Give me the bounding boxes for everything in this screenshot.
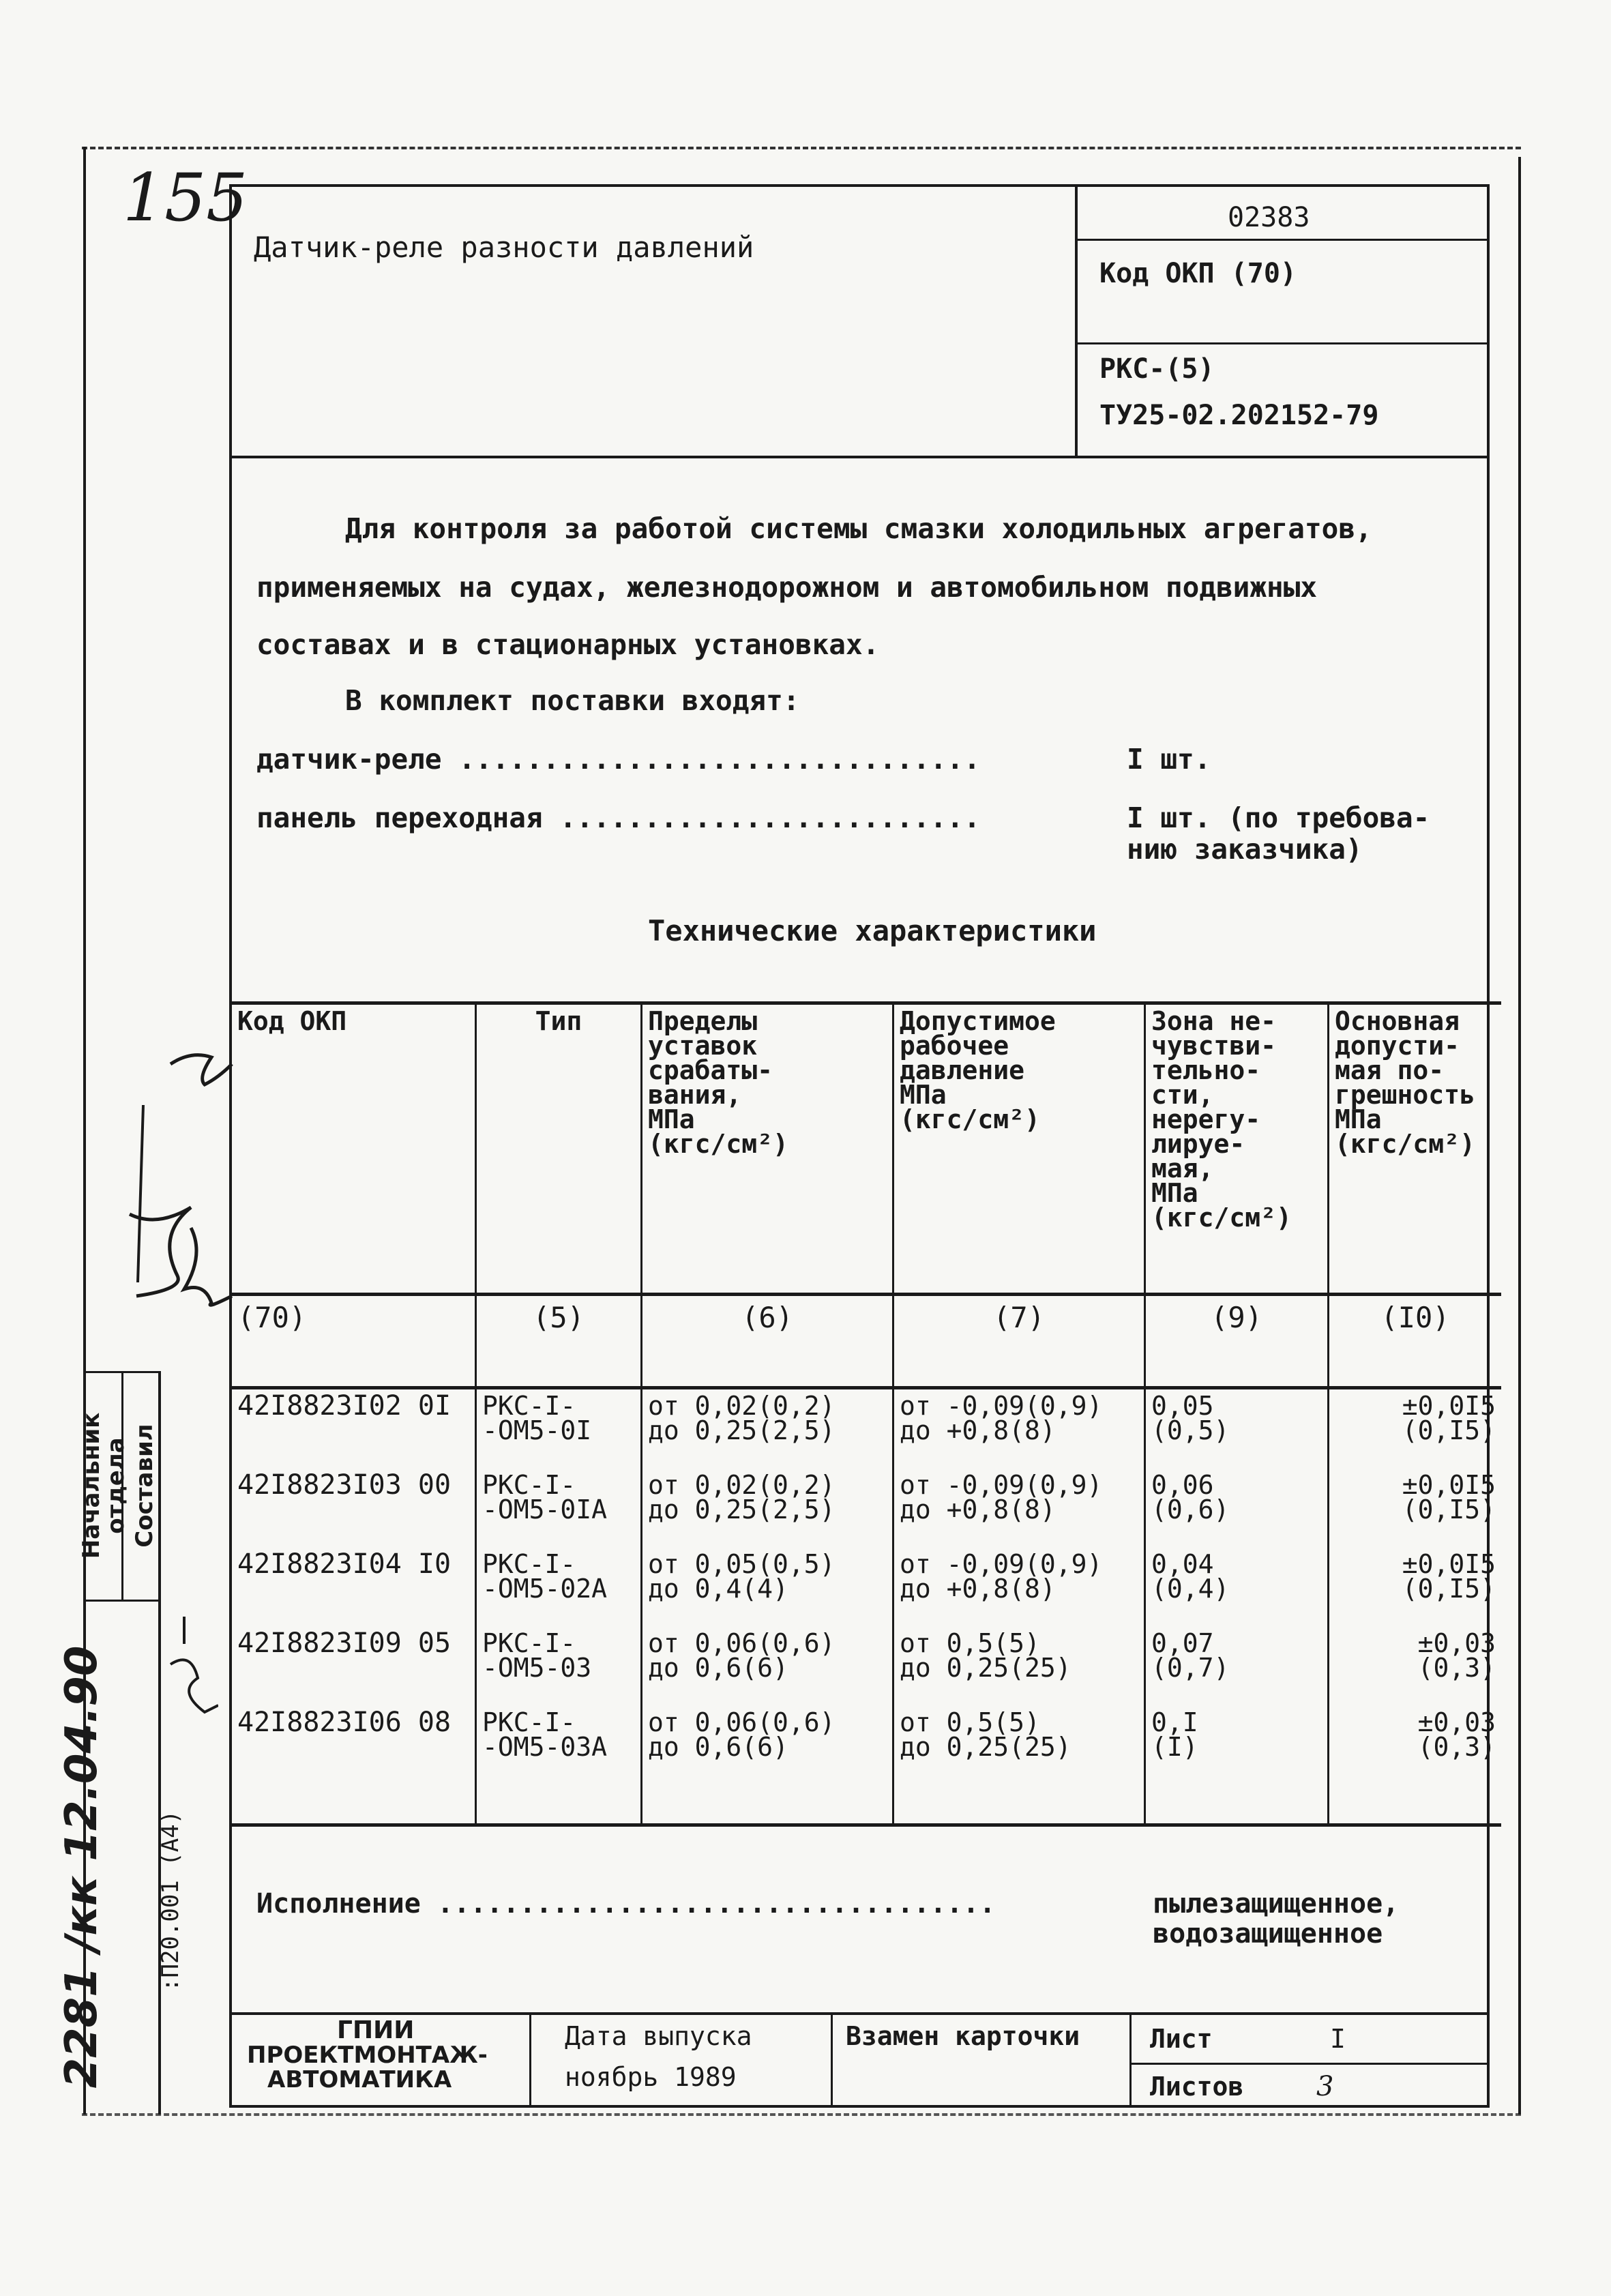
document-title: Датчик-реле разности давлений: [254, 231, 754, 264]
footer-divider: [831, 2012, 833, 2106]
table-row: [232, 1469, 1501, 1548]
table-cell-error: ±0,0I5 (0,I5): [1402, 1391, 1496, 1445]
footer-sheets-value: 3: [1316, 2071, 1334, 2102]
main-frame-bottom: [229, 2105, 1490, 2108]
side-dept-head-line-1: Начальник: [78, 1412, 105, 1559]
table-code-cell: (70): [232, 1295, 476, 1388]
side-form-code: :П20.001 (А4): [157, 1810, 184, 1992]
table-row: [232, 1388, 1501, 1469]
footer-org-line-1: ГПИИ: [337, 2016, 415, 2044]
footer-release-label: Дата выпуска: [565, 2021, 752, 2051]
signature-marks: [89, 1037, 239, 1364]
footer-sheet-label: Лист: [1150, 2024, 1213, 2054]
table-code-cell: (I0): [1329, 1295, 1502, 1388]
spec-table: [232, 1001, 1501, 1827]
right-margin-line: [1518, 157, 1521, 2115]
page-number: 155: [123, 160, 248, 236]
side-compiled-label: Составил: [131, 1424, 158, 1548]
table-cell-zone: 0,I (I): [1145, 1706, 1329, 1825]
table-cell-zone: 0,07 (0,7): [1145, 1627, 1329, 1706]
signature-marks: [157, 1610, 218, 1733]
table-code-cell: (9): [1145, 1295, 1329, 1388]
footer-sheets-label: Листов: [1150, 2072, 1244, 2102]
table-cell-pressure: от -0,09(0,9) до +0,8(8): [893, 1469, 1145, 1548]
table-cell-type: РКС-I- -ОМ5-02А: [476, 1548, 642, 1627]
footer-divider: [1129, 2012, 1132, 2106]
delivery-item-qty-note: нию заказчика): [1127, 833, 1363, 866]
document-code-number: 02383: [1228, 202, 1310, 233]
table-header-cell: Зона не- чувстви- тельно- сти, нерегу- лируе- мая, МПа (кгс/см²): [1145, 1003, 1329, 1295]
side-block-bottom: [83, 1600, 160, 1602]
table-cell-okp: 42I8823I04 I0: [232, 1548, 476, 1627]
footer-release-date: ноябрь 1989: [565, 2062, 737, 2092]
table-cell-limits: от 0,02(0,2) до 0,25(2,5): [642, 1388, 893, 1469]
header-okp-divider: [1075, 342, 1488, 344]
bottom-dashed-border: [82, 2113, 1521, 2116]
table-title: Технические характеристики: [648, 914, 1097, 947]
model-label: РКС-(5): [1099, 353, 1215, 385]
header-vertical-divider: [1075, 184, 1078, 457]
table-cell-type: РКС-I- -ОМ5-03: [476, 1627, 642, 1706]
table-cell-error: ±0,03 (0,3): [1329, 1706, 1502, 1825]
footer-top-line: [229, 2012, 1490, 2015]
table-row: [232, 1627, 1501, 1706]
table-cell-limits: от 0,06(0,6) до 0,6(6): [642, 1706, 893, 1825]
execution-label: Исполнение ..................................: [256, 1888, 996, 1919]
footer-replaces-label: Взамен карточки: [846, 2021, 1080, 2051]
table-cell-okp: 42I8823I03 00: [232, 1469, 476, 1548]
table-code-row: [232, 1295, 1501, 1388]
table-cell-limits: от 0,05(0,5) до 0,4(4): [642, 1548, 893, 1627]
table-cell-zone: 0,06 (0,6): [1145, 1469, 1329, 1548]
table-header-cell: Допустимое рабочее давление МПа (кгс/см²): [893, 1003, 1145, 1295]
table-header-cell: Пределы уставок срабаты- вания, МПа (кгс/см²): [642, 1003, 893, 1295]
execution-value-2: водозащищенное: [1153, 1918, 1383, 1949]
table-row: [232, 1706, 1501, 1825]
table-cell-error: ±0,0I5 (0,I5): [1402, 1549, 1496, 1604]
table-cell-type: РКС-I- -ОМ5-03А: [476, 1706, 642, 1825]
table-code-cell: (5): [476, 1295, 642, 1388]
table-cell-zone: 0,05 (0,5): [1145, 1388, 1329, 1469]
table-code-cell: (6): [642, 1295, 893, 1388]
delivery-item-name: панель переходная .........................: [256, 801, 981, 834]
purpose-line-1: Для контроля за работой системы смазки холодильных агрегатов,: [345, 512, 1372, 545]
main-frame-top: [229, 184, 1490, 187]
table-cell-type: РКС-I- -ОМ5-0IА: [476, 1469, 642, 1548]
side-column-line: [158, 1371, 161, 2115]
footer-org-line-3: АВТОМАТИКА: [267, 2066, 452, 2093]
delivery-item-qty: I шт.: [1127, 743, 1211, 776]
table-cell-pressure: от -0,09(0,9) до +0,8(8): [893, 1388, 1145, 1469]
delivery-item-name: датчик-реле ...............................: [256, 743, 981, 776]
top-dashed-border: [82, 147, 1521, 149]
table-header-cell: Тип: [476, 1003, 642, 1295]
table-cell-pressure: от -0,09(0,9) до +0,8(8): [893, 1548, 1145, 1627]
header-divider: [229, 456, 1490, 458]
table-cell-zone: 0,04 (0,4): [1145, 1548, 1329, 1627]
table-row: [232, 1548, 1501, 1627]
footer-sheet-divider: [1129, 2063, 1488, 2065]
table-cell-okp: 42I8823I09 05: [232, 1627, 476, 1706]
table-cell-limits: от 0,06(0,6) до 0,6(6): [642, 1627, 893, 1706]
okp-label: Код ОКП (70): [1099, 258, 1297, 289]
table-header-row: [232, 1003, 1501, 1295]
side-handwritten-date: 2281 /кк 12.04.90: [57, 1645, 107, 2089]
table-cell-pressure: от 0,5(5) до 0,25(25): [893, 1706, 1145, 1825]
table-cell-error: ±0,0I5 (0,I5): [1402, 1470, 1496, 1525]
table-code-cell: (7): [893, 1295, 1145, 1388]
footer-sheet-value: I: [1330, 2024, 1346, 2054]
footer-org-line-2: ПРОЕКТМОНТАЖ-: [247, 2042, 488, 2069]
purpose-line-3: составах и в стационарных установках.: [256, 628, 880, 661]
delivery-intro: В комплект поставки входят:: [345, 684, 800, 717]
header-code-divider: [1075, 239, 1488, 241]
purpose-line-2: применяемых на судах, железнодорожном и автомобильном подвижных: [256, 571, 1318, 604]
side-dept-head-line-2: отдела: [102, 1437, 130, 1534]
execution-value-1: пылезащищенное,: [1153, 1888, 1400, 1919]
table-header-cell: Код ОКП: [232, 1003, 476, 1295]
table-cell-type: РКС-I- -ОМ5-0I: [476, 1388, 642, 1469]
table-cell-okp: 42I8823I06 08: [232, 1706, 476, 1825]
spec-label: ТУ25-02.202152-79: [1099, 400, 1379, 431]
delivery-item-qty: I шт. (по требова-: [1127, 801, 1430, 834]
footer-divider: [529, 2012, 531, 2106]
table-header-cell: Основная допусти- мая по- грешность МПа (кгс/см²): [1329, 1003, 1502, 1295]
table-cell-okp: 42I8823I02 0I: [232, 1388, 476, 1469]
table-cell-error: ±0,03 (0,3): [1417, 1628, 1496, 1683]
table-cell-pressure: от 0,5(5) до 0,25(25): [893, 1627, 1145, 1706]
table-cell-limits: от 0,02(0,2) до 0,25(2,5): [642, 1469, 893, 1548]
